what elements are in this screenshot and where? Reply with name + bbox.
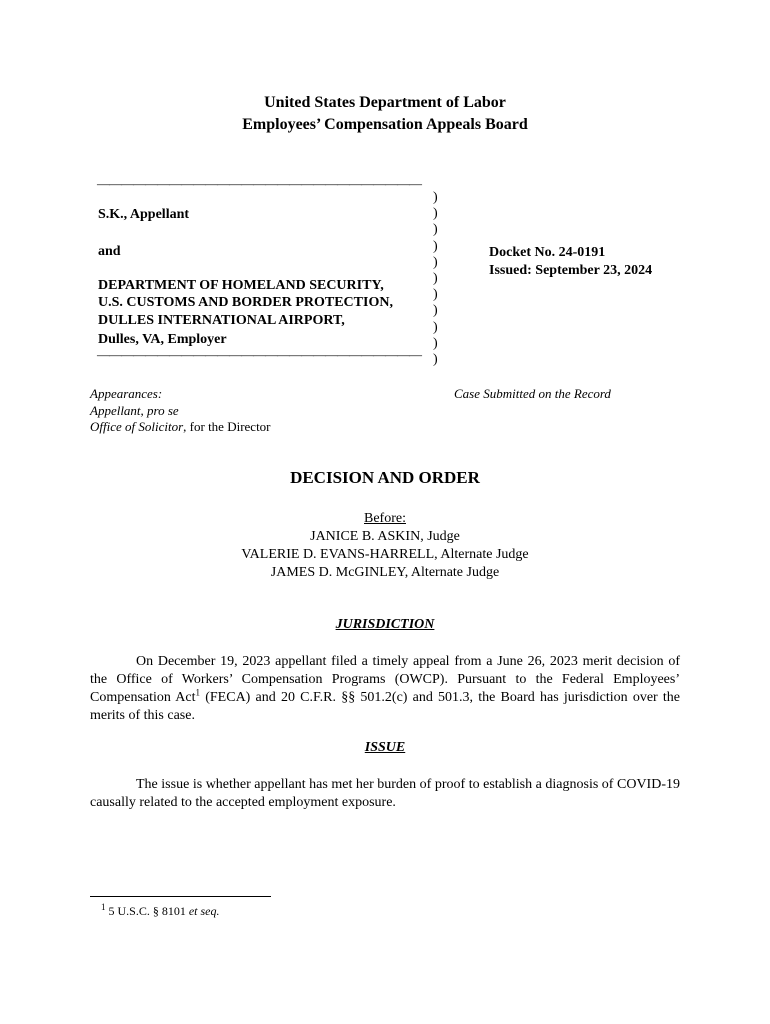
footnote-text: 5 U.S.C. § 8101 [105, 904, 189, 918]
caption-paren: ) [433, 319, 438, 335]
footnote-number: 1 [101, 902, 106, 912]
before-label: Before: [364, 511, 406, 526]
footnote-divider [90, 896, 271, 897]
caption-and: and [98, 244, 121, 259]
solicitor-label: Office of Solicitor [90, 419, 184, 434]
judge-1: JANICE B. ASKIN, Judge [310, 529, 460, 544]
appearance-appellant [90, 403, 271, 420]
issued-date: Issued: September 23, 2024 [489, 263, 653, 278]
footnote-et-seq: et seq. [188, 904, 220, 918]
issue-paragraph [90, 776, 680, 812]
caption-paren-column [433, 190, 438, 368]
appearances-block [90, 386, 271, 436]
caption-paren: ) [433, 206, 438, 222]
issue-heading: ISSUE [364, 740, 406, 755]
jurisdiction-heading: JURISDICTION [335, 617, 435, 632]
judge-2: VALERIE D. EVANS-HARRELL, Alternate Judge [241, 547, 529, 562]
caption-top-rule: ——————————————————————————— [97, 176, 421, 191]
caption-paren: ) [433, 303, 438, 319]
caption-paren: ) [433, 254, 438, 270]
caption-paren: ) [433, 190, 438, 205]
caption-paren: ) [433, 335, 438, 351]
appearances-label: Appearances: [90, 386, 163, 401]
jurisdiction-text-a: On December 19, 2023 appellant filed a timely appeal from a June 26, 2023 merit decision of the Office of Workers’ Compensation Programs (OWCP). Pursuant to the Federal Employees’ Compensation Act [90, 654, 680, 705]
footnote-1 [101, 904, 220, 919]
caption-paren: ) [433, 351, 438, 367]
decision-title: DECISION AND ORDER [290, 468, 480, 487]
docket-number: Docket No. 24-0191 [489, 245, 606, 260]
panel-block [0, 510, 770, 582]
issue-text: The issue is whether appellant has met her burden of proof to establish a diagnosis of COVID-19 causally related to the accepted employment exposure. [90, 777, 680, 810]
judge-3: JAMES D. McGINLEY, Alternate Judge [270, 565, 500, 580]
pro-se-label: , pro se [140, 402, 179, 418]
employer-line-4: Dulles, VA, Employer [98, 332, 227, 347]
board-title: Employees’ Compensation Appeals Board [242, 116, 528, 133]
footnote-reference: 1 [195, 687, 201, 698]
jurisdiction-paragraph [90, 653, 680, 725]
appellant-label: Appellant [90, 402, 141, 418]
appearance-solicitor [90, 419, 271, 436]
caption-paren: ) [433, 287, 438, 303]
agency-title: United States Department of Labor [264, 94, 506, 111]
caption-paren: ) [433, 270, 438, 286]
employer-line-2: U.S. CUSTOMS AND BORDER PROTECTION, [98, 295, 393, 310]
caption-paren: ) [433, 238, 438, 254]
caption-paren: ) [433, 222, 438, 238]
employer-line-3: DULLES INTERNATIONAL AIRPORT, [98, 313, 345, 328]
appellant-name: S.K., Appellant [98, 207, 190, 222]
employer-line-1: DEPARTMENT OF HOMELAND SECURITY, [98, 278, 384, 293]
submitted-on-record: Case Submitted on the Record [454, 386, 611, 401]
for-director-label: , for the Director [183, 419, 271, 434]
caption-bottom-rule: ——————————————————————————— [97, 347, 421, 362]
jurisdiction-text-b: (FECA) and 20 C.F.R. §§ 501.2(c) and 501.3, the Board has jurisdiction over the merits of this case. [90, 690, 680, 723]
